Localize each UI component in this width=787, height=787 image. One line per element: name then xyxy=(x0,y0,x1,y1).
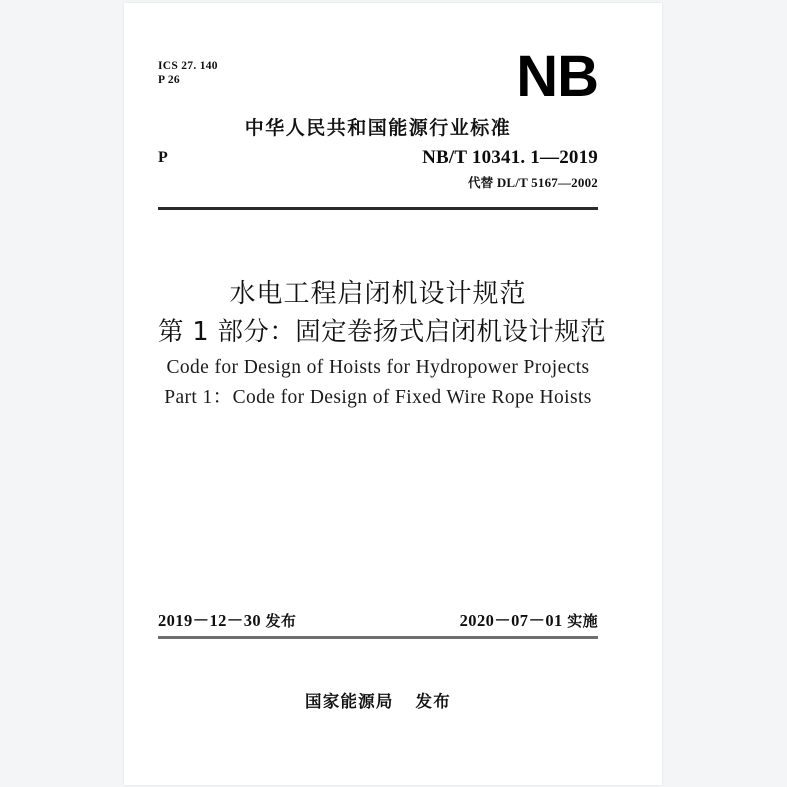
issue-date-label: 发布 xyxy=(265,612,297,630)
publisher-organization: 国家能源局 xyxy=(305,692,394,711)
standard-number: NB/T 10341. 1—2019 xyxy=(422,147,598,168)
title-english-line2: Part 1：Code for Design of Fixed Wire Rope Hoists xyxy=(164,387,592,408)
standard-code-row xyxy=(158,149,598,195)
cover-content-column xyxy=(158,3,607,785)
class-letter: P xyxy=(158,149,168,166)
effective-date-label: 实施 xyxy=(567,612,598,630)
effective-date-value: 2020－07－01 xyxy=(459,611,563,630)
title-chinese xyxy=(158,275,607,351)
ics-code: ICS 27. 140 xyxy=(158,60,218,72)
replaced-standard xyxy=(468,173,598,191)
replaces-prefix-label: 代替 xyxy=(467,175,494,190)
cover-header xyxy=(158,44,598,109)
nb-logo: NB xyxy=(516,44,598,109)
effective-date xyxy=(460,607,598,631)
standard-cover-sheet xyxy=(124,3,662,785)
publisher-action-label: 发布 xyxy=(415,692,451,711)
replaces-code-value: DL/T 5167—2002 xyxy=(496,175,598,190)
issue-date xyxy=(158,607,296,631)
title-chinese-line1: 水电工程启闭机设计规范 xyxy=(229,279,527,309)
title-english-line1: Code for Design of Hoists for Hydropower Projects xyxy=(166,357,590,378)
header-divider-rule xyxy=(158,207,598,210)
title-chinese-line2: 第 1 部分：固定卷扬式启闭机设计规范 xyxy=(158,317,607,347)
ics-classification-block xyxy=(158,59,218,87)
dates-row xyxy=(158,607,598,631)
issuer-line: 中华人民共和国能源行业标准 xyxy=(244,117,512,139)
title-english xyxy=(158,353,598,413)
issue-date-value: 2019－12－30 xyxy=(158,611,261,630)
classification-code: P 26 xyxy=(158,74,180,86)
publisher-line xyxy=(158,688,598,712)
footer-divider-rule xyxy=(158,636,598,639)
